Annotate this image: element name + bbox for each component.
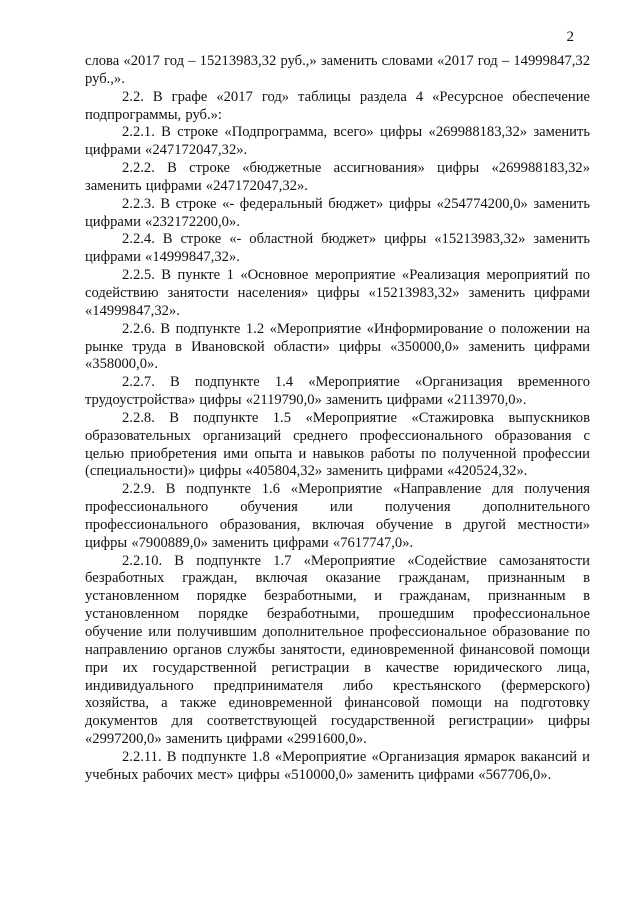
clause-2-2-10: 2.2.10. В подпункте 1.7 «Мероприятие «Содействие самозанятости безработных граждан, включая оказание гражданам, признанным в установленном порядке безработными, и гражданам, признанным в установленном порядке безработными, прошедшим профессиональное обучение или получившим дополнительное профессиональное образование по направлению органов службы занятости, единовременной финансовой помощи при их государственной регистрации в качестве юридического лица, индивидуального предпринимателя либо крестьянского (фермерского) хозяйства, а также единовременной финансовой помощи на подготовку документов для соответствующей государственной регистрации» цифры «2997200,0» заменить цифрами «2991600,0». <box>85 552 590 748</box>
clause-2-2-3: 2.2.3. В строке «- федеральный бюджет» цифры «254774200,0» заменить цифрами «232172200,0». <box>85 195 590 230</box>
page-number: 2 <box>566 29 574 45</box>
clause-2-2-7: 2.2.7. В подпункте 1.4 «Мероприятие «Организация временного трудоустройства» цифры «2119790,0» заменить цифрами «2113970,0». <box>85 374 590 409</box>
clause-2-2-6: 2.2.6. В подпункте 1.2 «Мероприятие «Информирование о положении на рынке труда в Ивановской области» цифры «350000,0» заменить цифрами «358000,0». <box>85 320 590 373</box>
clause-2-2-5: 2.2.5. В пункте 1 «Основное мероприятие «Реализация мероприятий по содействию занятости населения» цифры «15213983,32» заменить цифрами «14999847,32». <box>85 267 590 319</box>
clause-2-2-9: 2.2.9. В подпункте 1.6 «Мероприятие «Направление для получения профессионального обучения или получения дополнительного профессионального образования, включая обучение в другой местности» цифры «7900889,0» заменить цифрами «7617747,0». <box>85 481 590 551</box>
document-body <box>85 53 590 785</box>
clause-2-2-8: 2.2.8. В подпункте 1.5 «Мероприятие «Стажировка выпускников образовательных организаций среднего профессионального образования с целью приобретения ими опыта и навыков работы по полученной профессии (специальности)» цифры «405804,32» заменить цифрами «420524,32». <box>85 409 590 480</box>
clause-2-2-4: 2.2.4. В строке «- областной бюджет» цифры «15213983,32» заменить цифрами «14999847,32». <box>85 231 590 266</box>
clause-2-2-2: 2.2.2. В строке «бюджетные ассигнования» цифры «269988183,32» заменить цифрами «247172047,32». <box>85 160 590 194</box>
clause-2-2-1: 2.2.1. В строке «Подпрограмма, всего» цифры «269988183,32» заменить цифрами «247172047,32». <box>85 124 590 159</box>
clause-2-2: 2.2. В графе «2017 год» таблицы раздела 4 «Ресурсное обеспечение подпрограммы, руб.»: <box>85 88 590 123</box>
continuation-paragraph: слова «2017 год – 15213983,32 руб.,» заменить словами «2017 год – 14999847,32 руб.,». <box>85 53 590 87</box>
clause-2-2-11: 2.2.11. В подпункте 1.8 «Мероприятие «Организация ярмарок вакансий и учебных рабочих мест» цифры «510000,0» заменить цифрами «567706,0». <box>85 748 590 783</box>
